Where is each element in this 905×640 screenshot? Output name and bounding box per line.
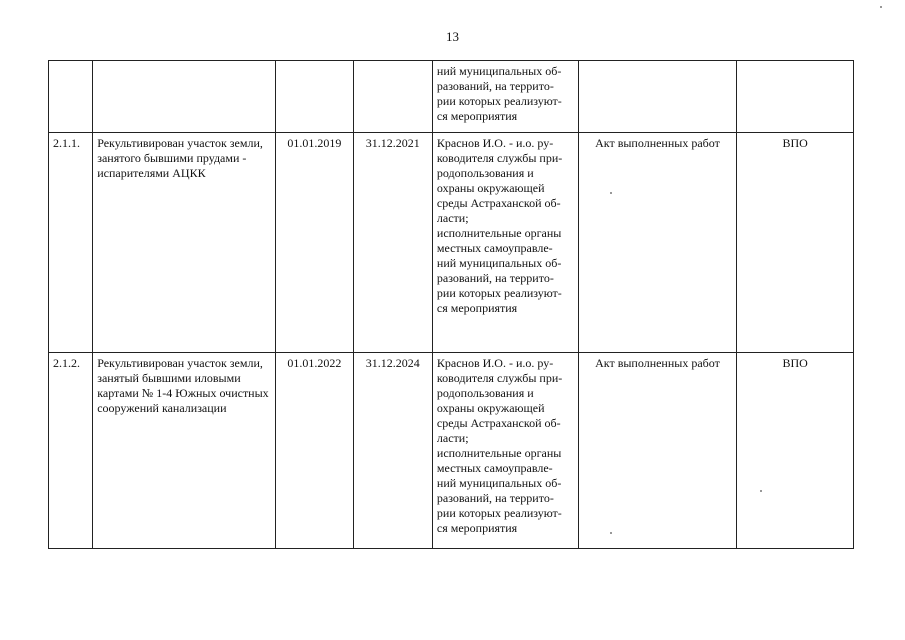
responsible-line: рии которых реализуют-	[436, 94, 562, 108]
scan-speck	[610, 532, 612, 534]
task-description: Рекультивирован участок земли, занятого бывшими прудами - испарителями АЦКК	[93, 133, 276, 353]
scan-speck	[760, 490, 762, 492]
responsible-line: среды Астраханской об-	[436, 196, 561, 210]
row-number: 2.1.1.	[49, 133, 93, 353]
responsible-line: ний муниципальных об-	[436, 64, 562, 78]
funding-source	[737, 61, 854, 133]
responsible-line: ний муниципальных об-	[436, 476, 562, 490]
table-row	[49, 61, 854, 133]
funding-source: ВПО	[737, 353, 854, 549]
responsible-line: разований, на террито-	[436, 271, 554, 285]
responsible-line: ся мероприятия	[436, 109, 518, 123]
responsible-line: Краснов И.О. - и.о. ру-	[436, 136, 554, 150]
start-date: 01.01.2022	[276, 353, 353, 549]
end-date	[353, 61, 432, 133]
responsible-line: родопользования и	[436, 166, 534, 180]
responsible-line: среды Астраханской об-	[436, 416, 561, 430]
result-document: Акт выполненных работ	[578, 133, 737, 353]
responsible-line: Краснов И.О. - и.о. ру-	[436, 356, 554, 370]
result-document	[578, 61, 737, 133]
scan-speck	[610, 192, 612, 194]
end-date: 31.12.2021	[353, 133, 432, 353]
table-row	[49, 133, 854, 353]
responsible-line: ся мероприятия	[436, 301, 518, 315]
responsible-line: ководителя службы при-	[436, 371, 563, 385]
scan-speck	[880, 6, 882, 8]
responsible-line: охраны окружающей	[436, 181, 545, 195]
responsible-line: местных самоуправле-	[436, 241, 553, 255]
responsible-line: рии которых реализуют-	[436, 286, 562, 300]
responsible-line: разований, на террито-	[436, 79, 554, 93]
responsible-cell	[432, 353, 578, 549]
responsible-line: ласти;	[436, 211, 469, 225]
page-number: 13	[446, 29, 459, 44]
table-row	[49, 353, 854, 549]
measures-table	[48, 60, 854, 549]
responsible-line: исполнительные органы	[436, 226, 562, 240]
responsible-line: ся мероприятия	[436, 521, 518, 535]
row-number	[49, 61, 93, 133]
responsible-cell	[432, 133, 578, 353]
responsible-line: ний муниципальных об-	[436, 256, 562, 270]
start-date	[276, 61, 353, 133]
responsible-line: ласти;	[436, 431, 469, 445]
responsible-line: родопользования и	[436, 386, 534, 400]
responsible-cell	[432, 61, 578, 133]
responsible-line: ководителя службы при-	[436, 151, 563, 165]
row-number: 2.1.2.	[49, 353, 93, 549]
responsible-line: исполнительные органы	[436, 446, 562, 460]
responsible-line: местных самоуправле-	[436, 461, 553, 475]
responsible-line: рии которых реализуют-	[436, 506, 562, 520]
task-description: Рекультивирован участок земли, занятый бывшими иловыми картами № 1-4 Южных очистных сооружений канализации	[93, 353, 276, 549]
task-description	[93, 61, 276, 133]
start-date: 01.01.2019	[276, 133, 353, 353]
result-document: Акт выполненных работ	[578, 353, 737, 549]
funding-source: ВПО	[737, 133, 854, 353]
responsible-line: разований, на террито-	[436, 491, 554, 505]
responsible-line: охраны окружающей	[436, 401, 545, 415]
end-date: 31.12.2024	[353, 353, 432, 549]
